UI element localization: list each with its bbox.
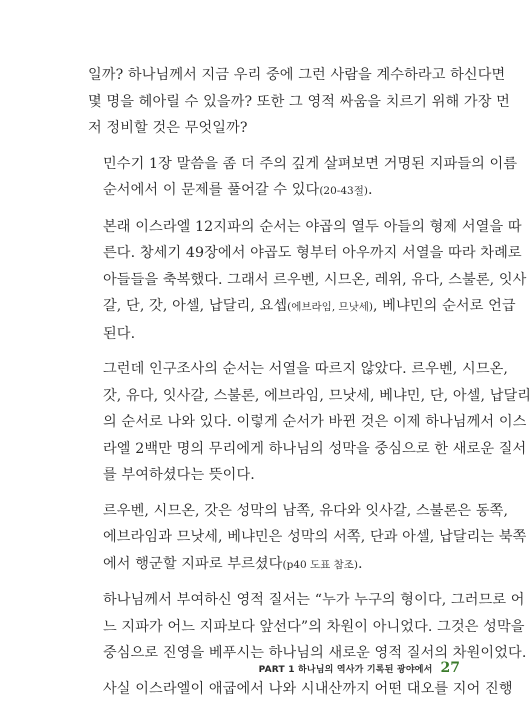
text-segment: 갈, 단, 갓, 아셀, 납달리, 요셉 (103, 298, 288, 314)
text-line: 몇 명을 헤아릴 수 있을까? 또한 그 영적 싸움을 치르기 위해 가장 먼 (88, 93, 510, 110)
text-line (88, 551, 460, 579)
text-line: 의 순서로 나와 있다. 이렇게 순서가 바뀐 것은 이제 하나님께서 이스 (103, 414, 527, 430)
text-line: 아들들을 축복했다. 그래서 르우벤, 시므온, 레위, 유다, 스불론, 잇사 (103, 271, 527, 288)
text-line (88, 293, 516, 321)
text-line: 를 부여하셨다는 뜻이다. (103, 467, 255, 483)
text-line (88, 177, 460, 205)
verse-reference: (20-43절) (319, 185, 368, 197)
text-line: 른다. 창세기 49장에서 야곱도 형부터 아우까지 서열을 따라 차례로 (103, 245, 522, 261)
text-line: 민수기 1장 말씀을 좀 더 주의 깊게 살펴보면 거명된 지파들의 이름 (103, 155, 518, 172)
text-line: 일까? 하나님께서 지금 우리 중에 그런 사람을 계수하라고 하신다면 (88, 67, 506, 83)
text-line: 하나님께서 부여하신 영적 질서는 “누가 누구의 형이다, 그러므로 어 (103, 592, 525, 608)
text-line: 라엘 2백만 명의 무리에게 하나님의 성막을 중심으로 한 새로운 질서 (103, 440, 527, 457)
text-line: 된다. (103, 325, 136, 342)
paragraph-6 (88, 587, 527, 667)
paragraph-1 (88, 62, 510, 142)
text-line: 에브라임과 므낫세, 베냐민은 성막의 서쪽, 단과 아셀, 납달리는 북쪽 (103, 529, 527, 545)
body-text (88, 62, 531, 711)
text-line: 그런데 인구조사의 순서는 서열을 따르지 않았다. 르우벤, 시므온, (103, 361, 509, 377)
text-line: 사실 이스라엘이 애굽에서 나와 시내산까지 어떤 대오를 지어 진행 (103, 680, 513, 697)
paragraph-4 (88, 356, 531, 489)
page-footer (88, 660, 460, 680)
text-segment: 에서 행군할 지파로 부르셨다 (103, 555, 283, 572)
text-line: 느 지파가 어느 지파보다 앞선다”의 차원이 아니었다. 그것은 성막을 (103, 618, 525, 635)
text-segment: . (358, 555, 363, 572)
tribe-note: (에브라임, 므낫세) (287, 301, 374, 313)
paragraph-3 (88, 214, 527, 348)
text-line: 갓, 유다, 잇사갈, 스불론, 에브라임, 므낫세, 베냐민, 단, 아셀, 납달리 (103, 387, 531, 404)
text-line: 중심으로 진영을 베푸시는 하나님의 새로운 영적 질서의 차원이었다. (103, 645, 527, 661)
text-segment: . (367, 182, 373, 198)
page-number: 27 (440, 660, 460, 676)
text-segment: 순서에서 이 문제를 풀어갈 수 있다 (103, 182, 320, 198)
text-line: 르우벤, 시므온, 갓은 성막의 남쪽, 유다와 잇사갈, 스불론은 동쪽, (103, 502, 509, 519)
figure-reference: (p40 도표 참조) (282, 558, 359, 571)
paragraph-5 (88, 498, 527, 579)
running-footer: PART 1 하나님의 역사가 기록된 광야에서 (258, 665, 433, 675)
text-segment: , 베냐민의 순서로 언급 (373, 298, 516, 314)
paragraph-2 (88, 151, 518, 205)
text-line: 본래 이스라엘 12지파의 순서는 야곱의 열두 아들의 형제 서열을 따 (103, 218, 522, 235)
text-line: 저 정비할 것은 무엇일까? (88, 120, 248, 136)
